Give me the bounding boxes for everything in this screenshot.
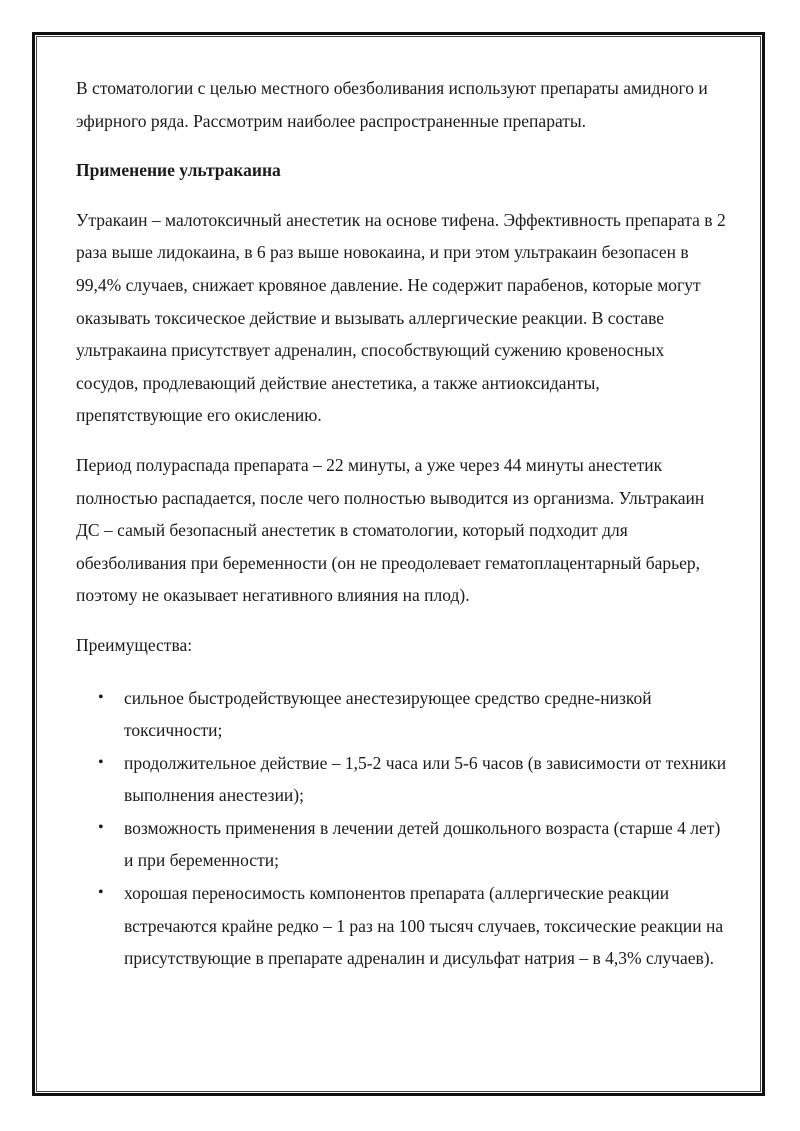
bullet-icon: •: [98, 753, 104, 771]
body-paragraph-1: Утракаин – малотоксичный анестетик на основе тифена. Эффективность препарата в 2 раза выше лидокаина, в 6 раз выше новокаина, и при этом ультракаин безопасен в 99,4% случаев, снижает кровяное давление. Не содержит парабенов, которые могут оказывать токсическое действие и вызывать аллергические реакции. В составе ультракаина присутствует адреналин, способствующий сужению кровеносных сосудов, продлевающий действие анестетика, а также антиоксиданты, препятствующие его окислению.: [76, 209, 726, 426]
bullet-icon: •: [98, 688, 104, 706]
body-paragraph-2: Период полураспада препарата – 22 минуты, а уже через 44 минуты анестетик полностью распадается, после чего полностью выводится из организма. Ультракаин ДС – самый безопасный анестетик в стоматологии, который подходит для обезболивания при беременности (он не преодолевает гематоплацентарный барьер, поэтому не оказывает негативного влияния на плод).: [76, 454, 705, 606]
list-item: [76, 812, 728, 877]
advantages-list: [76, 682, 728, 975]
section-heading: Применение ультракаина: [76, 160, 281, 181]
list-item-text: хорошая переносимость компонентов препарата (аллергические реакции встречаются крайне редко – 1 раз на 100 тысяч случаев, токсические реакции на присутствующие в препарате адреналин и дисульфат натрия – в 4,3% случаев).: [124, 883, 724, 969]
list-item: [76, 747, 728, 812]
list-item: [76, 682, 728, 747]
bullet-icon: •: [98, 884, 104, 902]
list-item-text: продолжительное действие – 1,5-2 часа или 5-6 часов (в зависимости от техники выполнения анестезии);: [124, 752, 727, 806]
list-item-text: возможность применения в лечении детей дошкольного возраста (старше 4 лет) и при беременности;: [124, 817, 721, 871]
intro-paragraph: В стоматологии с целью местного обезболивания используют препараты амидного и эфирного ряда. Рассмотрим наиболее распространенные препараты.: [76, 78, 708, 131]
list-item-text: сильное быстродействующее анестезирующее средство средне-низкой токсичности;: [124, 687, 652, 741]
document-body: [76, 72, 728, 975]
bullet-icon: •: [98, 818, 104, 836]
list-item: [76, 877, 728, 975]
advantages-label: Преимущества:: [76, 634, 193, 655]
